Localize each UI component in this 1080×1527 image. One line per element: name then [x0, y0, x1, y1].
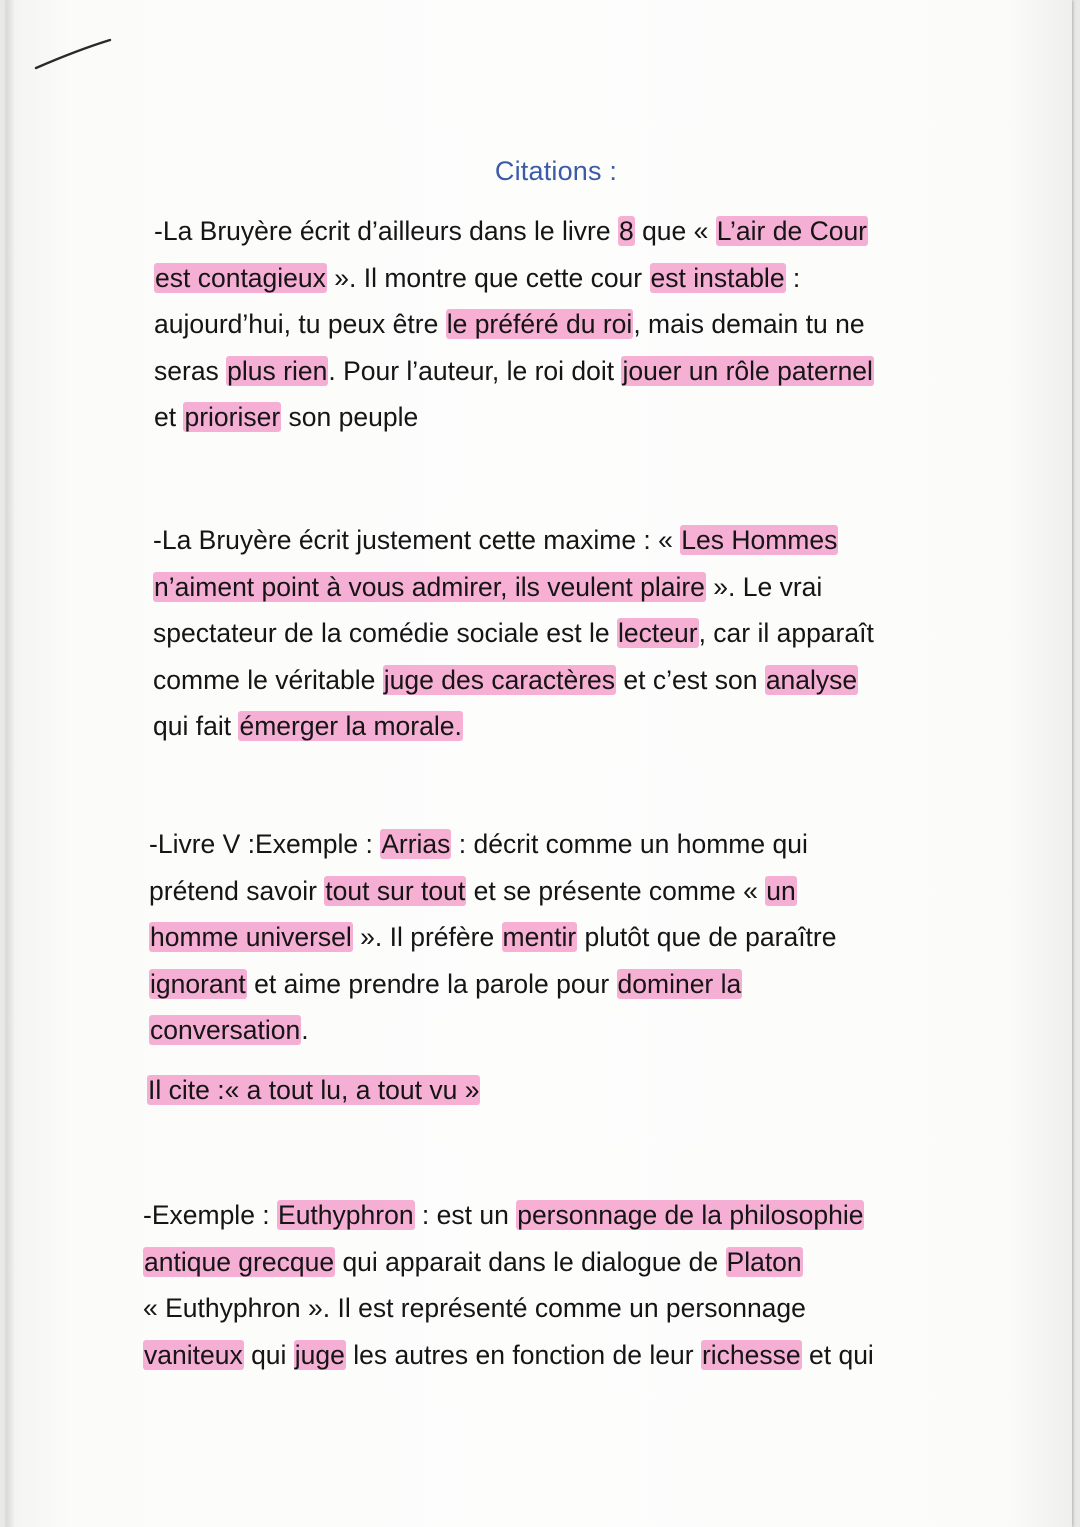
text-segment: qui fait — [153, 711, 239, 741]
text-segment: et c’est son — [616, 664, 765, 695]
text-line — [143, 1285, 874, 1332]
pen-stroke-mark — [34, 38, 114, 72]
highlighted-text: L’air de Cour — [716, 216, 868, 246]
text-segment: qui — [243, 1339, 294, 1370]
text-line — [153, 610, 874, 657]
text-segment: -Livre V :Exemple : — [149, 829, 381, 859]
highlighted-text: le préféré du roi — [446, 309, 633, 339]
highlighted-text: émerger la morale. — [239, 711, 462, 741]
text-segment: , mais demain tu ne — [633, 309, 865, 339]
text-line — [143, 1239, 874, 1286]
highlighted-text: 8 — [618, 216, 634, 246]
text-segment: spectateur de la comédie sociale est le — [153, 618, 618, 648]
paragraph-citation-4 — [143, 1192, 874, 1378]
text-segment: , car il apparaît — [698, 618, 874, 648]
text-segment: ». Il montre que cette cour — [326, 262, 650, 293]
highlighted-text: lecteur — [618, 618, 698, 648]
highlighted-text: jouer un rôle paternel — [622, 355, 873, 386]
text-line — [143, 1332, 874, 1379]
highlighted-text: richesse — [701, 1339, 801, 1370]
highlighted-text: homme universel — [150, 922, 352, 952]
text-segment: et aime prendre la parole pour — [246, 968, 617, 999]
highlighted-text: vaniteux — [144, 1339, 243, 1370]
text-line — [154, 348, 874, 395]
highlighted-text: personnage de la philosophie — [517, 1200, 864, 1230]
text-line — [154, 301, 874, 348]
text-segment: -Exemple : — [143, 1200, 278, 1230]
highlighted-text: juge des caractères — [383, 664, 616, 695]
highlighted-text: Arrias — [381, 829, 451, 859]
paragraph-citation-2 — [153, 517, 874, 750]
text-segment: « Euthyphron ». Il est représenté comme un personnage — [143, 1293, 806, 1323]
highlighted-text: ignorant — [150, 968, 246, 999]
text-segment: prétend savoir — [149, 875, 325, 906]
text-line — [143, 1192, 874, 1239]
text-segment: -La Bruyère écrit d’ailleurs dans le livre — [154, 216, 618, 246]
text-segment: ». Il préfère — [352, 922, 502, 952]
text-segment: -La Bruyère écrit justement cette maxime : « — [153, 525, 681, 555]
highlighted-text: antique grecque — [144, 1246, 335, 1277]
highlighted-text: Euthyphron — [278, 1200, 414, 1230]
text-segment: . — [301, 1015, 309, 1045]
text-line — [153, 517, 874, 564]
page-title: Citations : — [494, 156, 618, 186]
highlighted-text: un — [766, 875, 796, 906]
text-segment: son peuple — [281, 402, 419, 432]
text-line — [154, 394, 874, 441]
text-line — [153, 703, 874, 750]
paragraph-citation-3 — [149, 821, 836, 1054]
text-line — [149, 868, 836, 915]
text-segment: seras — [154, 355, 227, 386]
highlighted-text: mentir — [502, 922, 577, 952]
highlighted-text: tout sur tout — [325, 875, 466, 906]
text-line — [154, 255, 874, 302]
highlighted-text: prioriser — [184, 402, 281, 432]
text-line — [153, 657, 874, 704]
highlighted-text: Il cite :« a tout lu, a tout vu » — [148, 1075, 480, 1105]
text-segment: qui apparait dans le dialogue de — [335, 1246, 726, 1277]
paper-sheet — [6, 0, 1072, 1527]
text-segment: les autres en fonction de leur — [345, 1339, 701, 1370]
text-segment: et qui — [801, 1339, 874, 1370]
highlighted-text: plus rien — [227, 355, 328, 386]
text-line — [149, 914, 836, 961]
text-line — [153, 564, 874, 611]
highlighted-text: analyse — [765, 664, 858, 695]
text-segment: et se présente comme « — [466, 875, 766, 906]
text-line — [154, 208, 874, 255]
highlighted-text: est instable — [650, 262, 785, 293]
text-line — [149, 821, 836, 868]
text-segment: que « — [634, 216, 716, 246]
highlighted-text: est contagieux — [155, 262, 326, 293]
text-segment: comme le véritable — [153, 664, 383, 695]
highlighted-text: Platon — [726, 1246, 802, 1277]
text-line — [147, 1067, 480, 1114]
paragraph-citation-1 — [154, 208, 874, 441]
text-segment: aujourd’hui, tu peux être — [154, 309, 446, 339]
text-segment: ». Le vrai — [705, 571, 823, 602]
text-line — [149, 1007, 836, 1054]
text-segment: : — [785, 262, 801, 293]
text-segment: plutôt que de paraître — [577, 922, 837, 952]
text-line — [149, 961, 836, 1008]
paragraph-citation-quote — [147, 1067, 480, 1114]
highlighted-text: juge — [294, 1339, 345, 1370]
text-segment: . Pour l’auteur, le roi doit — [328, 355, 622, 386]
text-segment: : est un — [414, 1200, 517, 1230]
highlighted-text: dominer la — [617, 968, 742, 999]
highlighted-text: conversation — [150, 1015, 301, 1045]
paper-edge — [6, 0, 16, 1527]
text-segment: : décrit comme un homme qui — [451, 829, 808, 859]
highlighted-text: Les Hommes — [681, 525, 838, 555]
text-segment: et — [154, 402, 184, 432]
highlighted-text: n’aiment point à vous admirer, ils veulent plaire — [154, 571, 705, 602]
